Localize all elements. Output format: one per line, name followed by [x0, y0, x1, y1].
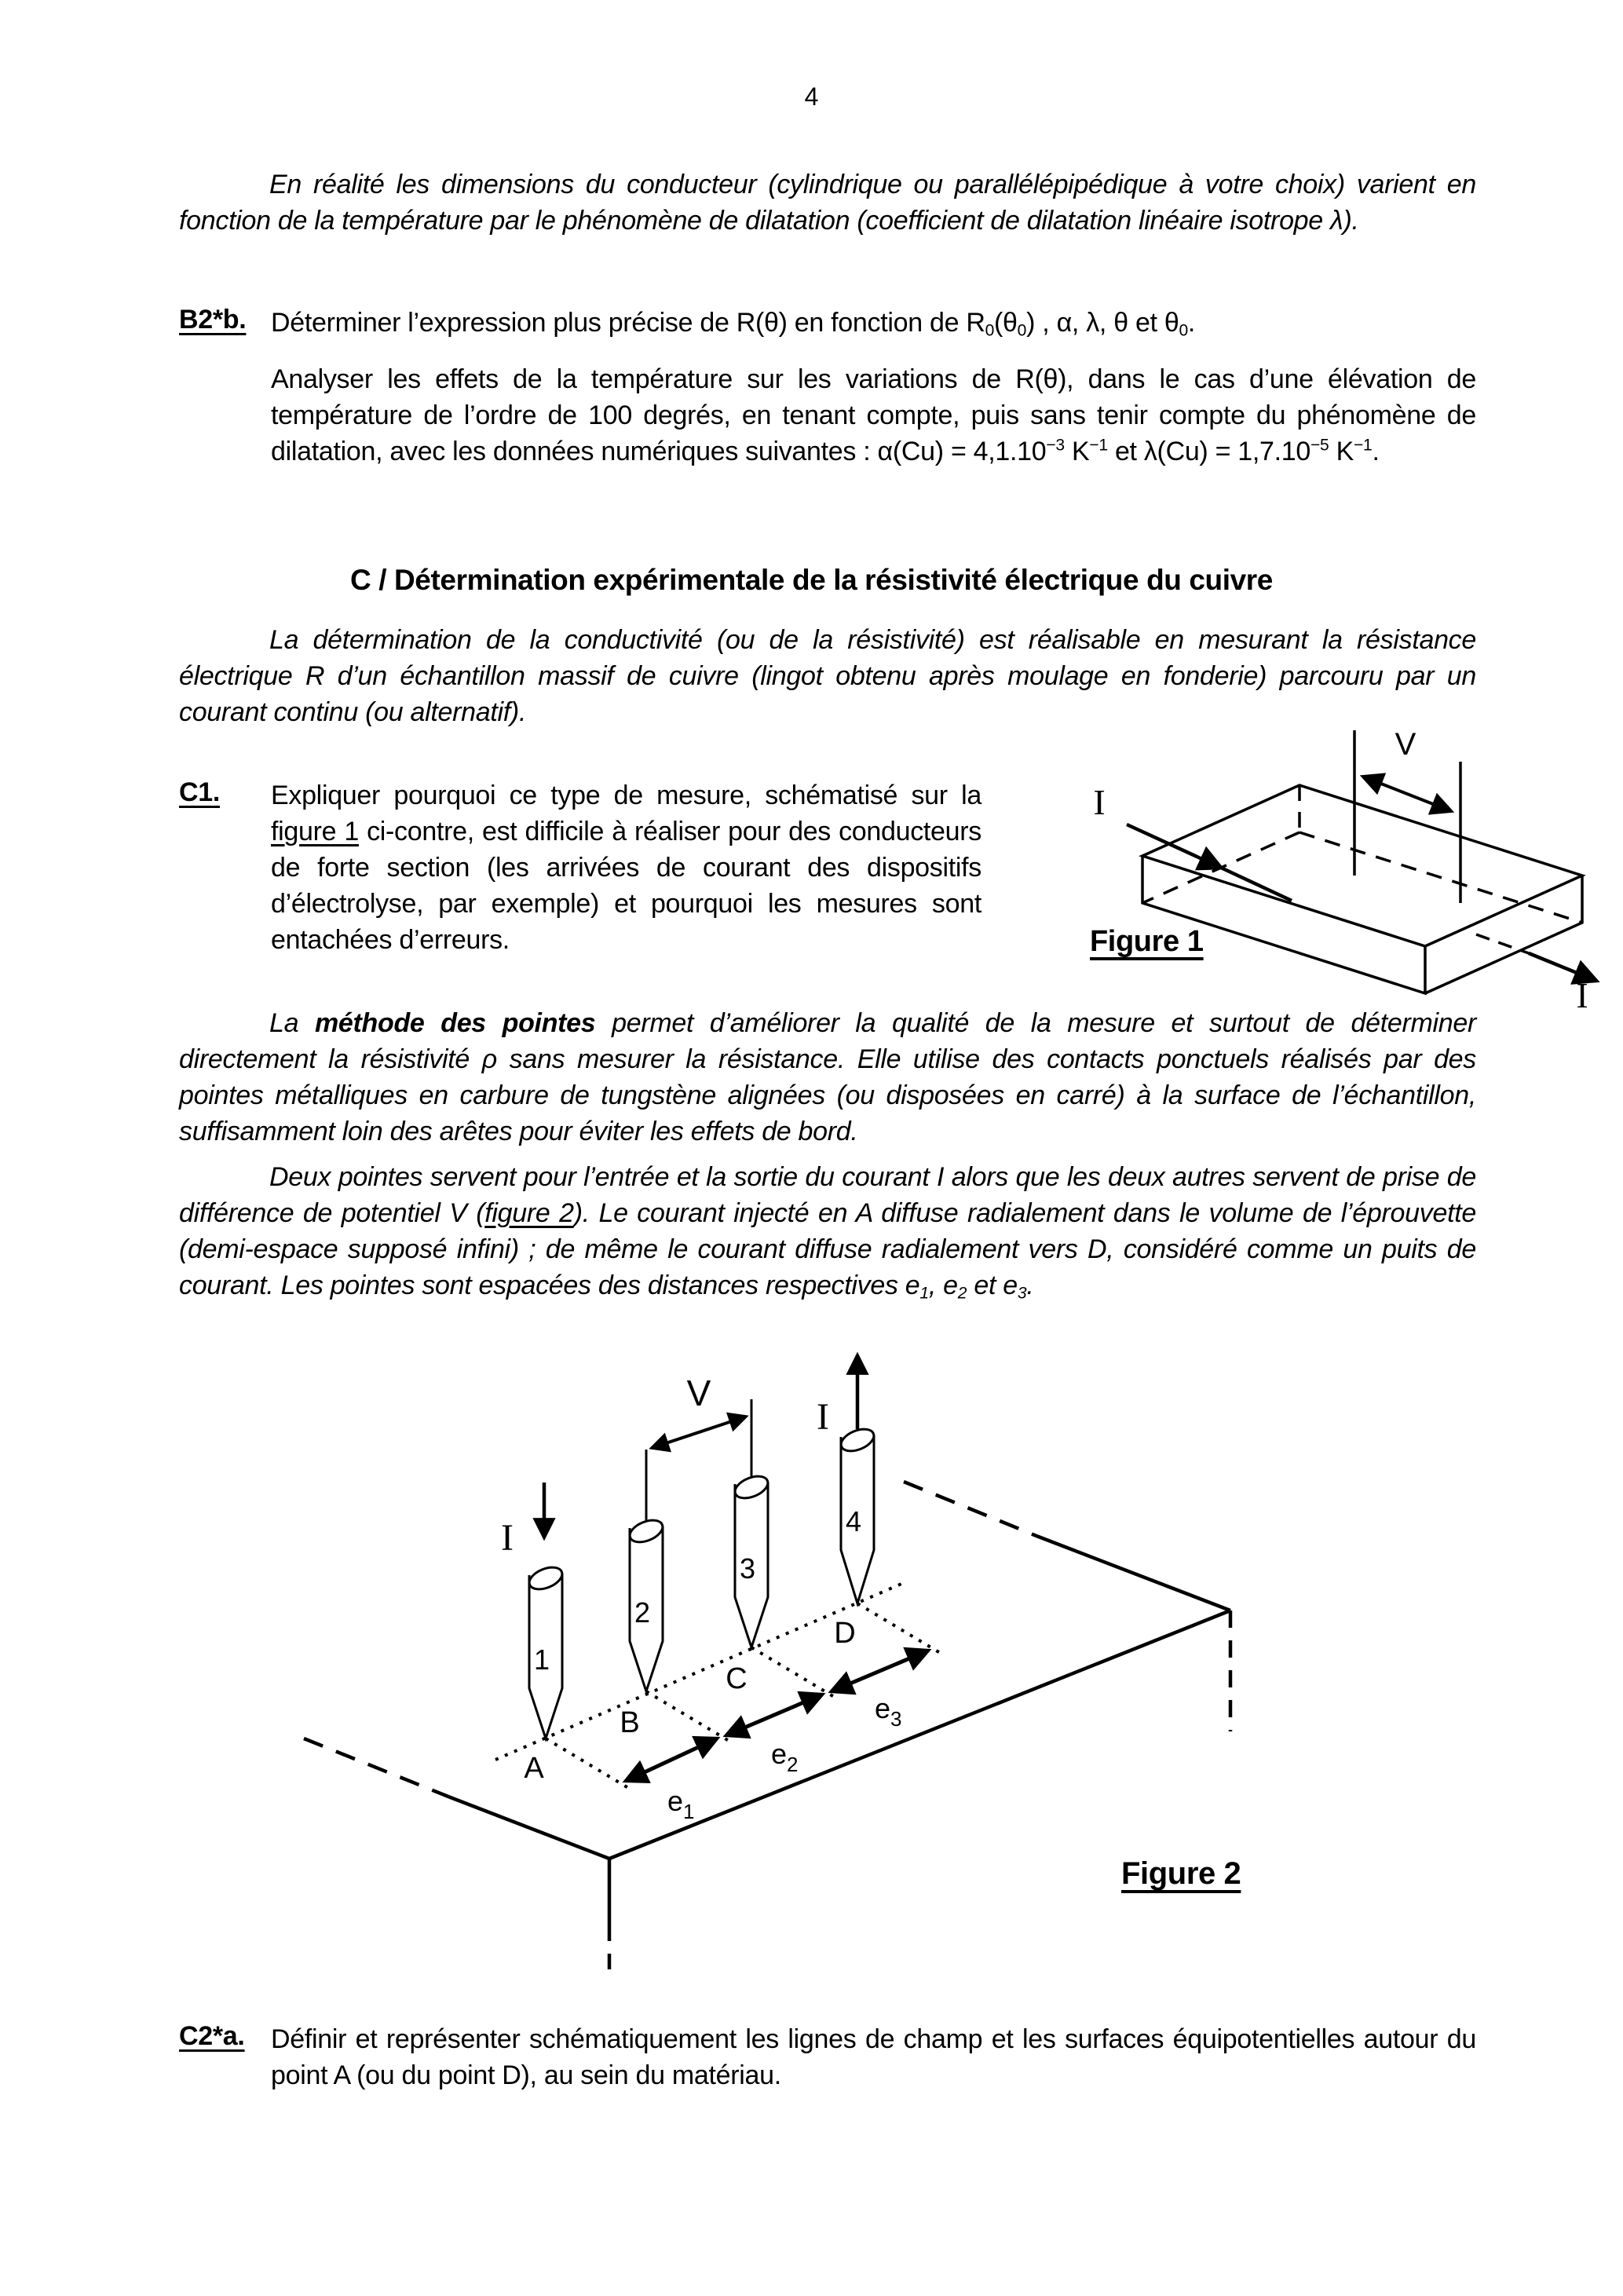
methode-paragraph: [179, 1005, 1476, 1150]
deux-sub: 1: [919, 1284, 929, 1303]
e3-base: e: [875, 1692, 891, 1724]
slab-edge-left: [448, 1797, 609, 1859]
deux-pointes-paragraph: [179, 1159, 1476, 1303]
voltage-label: V: [1395, 727, 1416, 762]
slab-edge-left-dashed: [304, 1738, 448, 1797]
figure2-reference: figure 2: [484, 1198, 574, 1228]
b2b-run: K: [1329, 437, 1354, 466]
b2b-run: Déterminer l’expression plus précise de R(θ) en fonction de R: [271, 308, 985, 338]
e3-label: [875, 1692, 902, 1731]
probe-2: [627, 1450, 666, 1691]
figure2-caption: Figure 2: [1121, 1856, 1241, 1891]
e2-label: [771, 1738, 799, 1776]
slab-edge-right: [609, 1610, 1230, 1859]
deux-run: et e: [967, 1270, 1018, 1300]
point-b-label: B: [620, 1706, 640, 1739]
current-in-label: I: [1093, 782, 1106, 822]
b2b-sub: 0: [985, 321, 995, 340]
probe-1-number: 1: [533, 1643, 550, 1676]
c1-question-body: [271, 777, 981, 958]
block-top-face: [1142, 785, 1582, 946]
point-a-label: A: [524, 1752, 544, 1785]
probe-3: [732, 1399, 771, 1647]
probes: [526, 1399, 877, 1738]
methode-emphasis: méthode des pointes: [314, 1008, 596, 1038]
b2b-sup: −3: [1046, 436, 1065, 455]
c1-run: Expliquer pourquoi ce type de mesure, schématisé sur la: [271, 781, 981, 810]
e1-arrow: [626, 1738, 717, 1781]
probe-4-number: 4: [845, 1505, 862, 1537]
b2b-run: (θ: [994, 308, 1018, 338]
connector-a: [546, 1738, 630, 1789]
c1-run: ci-contre, est difficile à réaliser pour des conducteurs de forte section (les arrivées de courant des dispositifs d’électrolyse, par exemple) et pourquoi les mesures sont entachées d’erreurs.: [271, 817, 982, 955]
connector-b: [646, 1691, 730, 1742]
question-label-c1: C1.: [179, 777, 221, 807]
b2b-run: Analyser les effets de la température sur les variations de R(θ), dans le cas d’une élévation de température de l’ordre de 100 degrés, en tenant compte, puis sans tenir compte du phénomène de dilatation, avec les données numériques suivantes : α(Cu) = 4,1.10: [271, 364, 1476, 466]
voltage-arrow: [652, 1417, 746, 1448]
e1-base: e: [667, 1785, 684, 1817]
figure1-diagram: [1017, 718, 1614, 1009]
b2b-run: .: [1372, 437, 1380, 466]
b2b-run: K: [1064, 437, 1090, 466]
b2b-question-line: [271, 305, 1476, 341]
deux-run: .: [1026, 1270, 1034, 1300]
page-number: 4: [804, 82, 819, 111]
b2b-run: .: [1187, 308, 1196, 338]
point-d-label: D: [834, 1617, 856, 1650]
deux-sub: 3: [1017, 1284, 1027, 1303]
b2b-sub: 0: [1017, 321, 1027, 340]
b2b-question-body: [271, 361, 1476, 470]
section-c-heading: C / Détermination expérimentale de la résistivité électrique du cuivre: [350, 564, 1273, 596]
b2b-run: et λ(Cu) = 1,7.10: [1107, 437, 1311, 466]
b2b-sup: −1: [1089, 436, 1108, 455]
figure1-reference: figure 1: [271, 817, 359, 846]
deux-run: ). Le courant injecté en A diffuse radialement dans le volume de l’éprouvette (demi-espace supposé infini) ; de même le courant diffuse radialement vers D, considéré comme un puits de courant. Les pointes sont espacées des distances respectives e: [179, 1198, 1476, 1300]
methode-run: permet d’améliorer la qualité de la mesure et surtout de déterminer directement la résistivité ρ sans mesurer la résistance. Elle utilise des contacts ponctuels réalisés par des pointes métalliques en carbure de tungstène alignées (ou disposées en carré) à la surface de l’échantillon, suffisamment loin des arêtes pour éviter les effets de bord.: [179, 1008, 1476, 1146]
connector-c: [751, 1647, 835, 1698]
section-c-paragraph: La détermination de la conductivité (ou de la résistivité) est réalisable en mesurant la résistance électrique R d’un échantillon massif de cuivre (lingot obtenu après moulage en fonderie) parcouru par un courant continu (ou alternatif).: [179, 625, 1476, 727]
question-label-b2b: B2*b.: [179, 305, 247, 335]
e2-sub: 2: [787, 1753, 799, 1776]
current-out-label: I: [1576, 975, 1588, 1009]
question-label-c2a: C2*a.: [179, 2021, 245, 2051]
current-in-label: I: [501, 1517, 514, 1559]
b2b-sup: −5: [1310, 436, 1329, 455]
current-out-hidden-line: [1476, 934, 1529, 953]
point-c-label: C: [726, 1662, 748, 1695]
voltage-label: V: [686, 1373, 711, 1413]
current-out-label: I: [817, 1396, 829, 1438]
sample-block: [1142, 785, 1582, 993]
deux-sub: 2: [957, 1284, 967, 1303]
connector-d: [857, 1603, 941, 1654]
deux-run: Deux pointes servent pour l’entrée et la sortie du courant I alors que les deux autres servent de prise de différence de potentiel V (: [179, 1162, 1476, 1228]
probe-2-number: 2: [634, 1596, 651, 1629]
figure2-diagram: [275, 1333, 1429, 2009]
contact-line: [495, 1581, 907, 1760]
voltage-arrow: [1363, 777, 1451, 811]
current-in-arrow: [1127, 824, 1292, 901]
c2a-question-body: Définir et représenter schématiquement les lignes de champ et les surfaces équipotentielles autour du point A (ou du point D), au sein du matériau.: [271, 2024, 1476, 2090]
intro-paragraph: En réalité les dimensions du conducteur (cylindrique ou parallélépipédique à votre choix) varient en fonction de la température par le phénomène de dilatation (coefficient de dilatation linéaire isotrope λ).: [179, 170, 1476, 236]
e2-base: e: [771, 1738, 788, 1770]
b2b-sub: 0: [1179, 321, 1188, 340]
e1-label: [667, 1785, 695, 1823]
b2b-run: ) , α, λ, θ et θ: [1026, 308, 1179, 338]
figure1-caption: Figure 1: [1090, 925, 1204, 958]
e2-arrow: [726, 1695, 822, 1735]
e1-sub: 1: [683, 1800, 695, 1823]
methode-run: La: [269, 1008, 315, 1038]
slab-edge-top: [1036, 1536, 1230, 1610]
b2b-sup: −1: [1354, 436, 1373, 455]
e3-sub: 3: [890, 1707, 902, 1731]
probe-3-number: 3: [739, 1552, 756, 1585]
e3-arrow: [832, 1651, 928, 1691]
deux-run: , e: [928, 1270, 958, 1300]
slab-edge-top-dashed: [904, 1482, 1036, 1536]
